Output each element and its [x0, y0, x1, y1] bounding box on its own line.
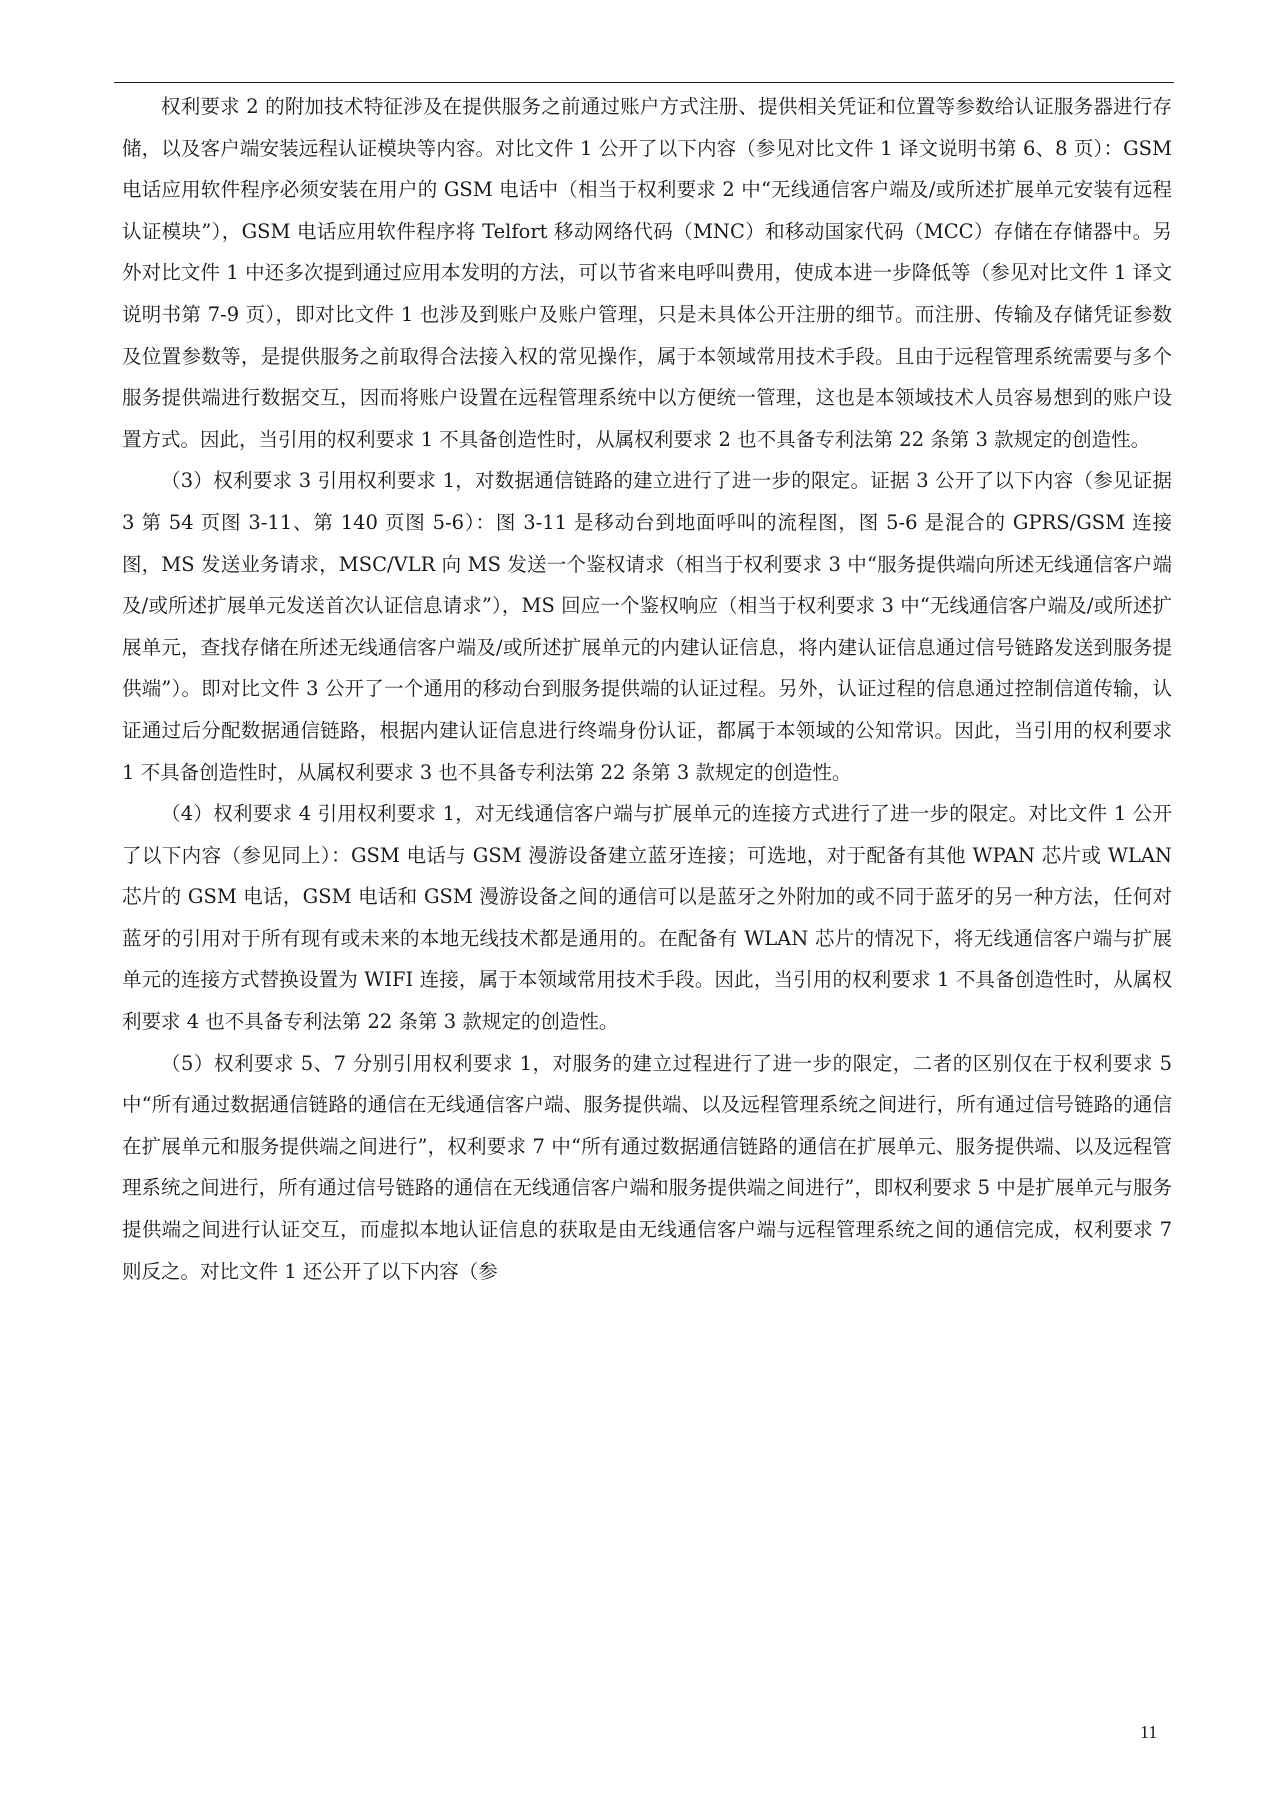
paragraph-claim-5-7: （5）权利要求 5、7 分别引用权利要求 1，对服务的建立过程进行了进一步的限定，二者的区别仅在于权利要求 5 中“所有通过数据通信链路的通信在无线通信客户端、服务提供端、以及远程管理系统之间进行，所有通过信号链路的通信在扩展单元和服务提供端之间进行”，权利要求 7 中“所有通过数据通信链路的通信在扩展单元、服务提供端、以及远程管理系统之间进行，所有通过信号链路的通信在无线通信客户端和服务提供端之间进行”，即权利要求 5 中是扩展单元与服务提供端之间进行认证交互，而虚拟本地认证信息的获取是由无线通信客户端与远程管理系统之间的通信完成，权利要求 7 则反之。对比文件 1 还公开了以下内容（参 — [122, 1051, 1172, 1283]
body-text — [122, 86, 1172, 1292]
header-rule — [114, 82, 1174, 83]
paragraph-claim-2: 权利要求 2 的附加技术特征涉及在提供服务之前通过账户方式注册、提供相关凭证和位置等参数给认证服务器进行存储，以及客户端安装远程认证模块等内容。对比文件 1 公开了以下内容（参见对比文件 1 译文说明书第 6、8 页）：GSM 电话应用软件程序必须安装在用户的 GSM 电话中（相当于权利要求 2 中“无线通信客户端及/或所述扩展单元安装有远程认证模块”），GSM 电话应用软件程序将 Telfort 移动网络代码（MNC）和移动国家代码（MCC）存储在存储器中。另外对比文件 1 中还多次提到通过应用本发明的方法，可以节省来电呼叫费用，使成本进一步降低等（参见对比文件 1 译文说明书第 7-9 页），即对比文件 1 也涉及到账户及账户管理，只是未具体公开注册的细节。而注册、传输及存储凭证参数及位置参数等，是提供服务之前取得合法接入权的常见操作，属于本领域常用技术手段。且由于远程管理系统需要与多个服务提供端进行数据交互，因而将账户设置在远程管理系统中以方便统一管理，这也是本领域技术人员容易想到的账户设置方式。因此，当引用的权利要求 1 不具备创造性时，从属权利要求 2 也不具备专利法第 22 条第 3 款规定的创造性。 — [122, 95, 1172, 451]
paragraph-claim-4: （4）权利要求 4 引用权利要求 1，对无线通信客户端与扩展单元的连接方式进行了进一步的限定。对比文件 1 公开了以下内容（参见同上）：GSM 电话与 GSM 漫游设备建立蓝牙连接；可选地，对于配备有其他 WPAN 芯片或 WLAN 芯片的 GSM 电话，GSM 电话和 GSM 漫游设备之间的通信可以是蓝牙之外附加的或不同于蓝牙的另一种方法，任何对蓝牙的引用对于所有现有或未来的本地无线技术都是通用的。在配备有 WLAN 芯片的情况下，将无线通信客户端与扩展单元的连接方式替换设置为 WIFI 连接，属于本领域常用技术手段。因此，当引用的权利要求 1 不具备创造性时，从属权利要求 4 也不具备专利法第 22 条第 3 款规定的创造性。 — [122, 802, 1172, 1034]
paragraph-claim-3: （3）权利要求 3 引用权利要求 1，对数据通信链路的建立进行了进一步的限定。证据 3 公开了以下内容（参见证据 3 第 54 页图 3-11、第 140 页图 5-6）：图 3-11 是移动台到地面呼叫的流程图，图 5-6 是混合的 GPRS/GSM 连接图，MS 发送业务请求，MSC/VLR 向 MS 发送一个鉴权请求（相当于权利要求 3 中“服务提供端向所述无线通信客户端及/或所述扩展单元发送首次认证信息请求”），MS 回应一个鉴权响应（相当于权利要求 3 中“无线通信客户端及/或所述扩展单元，查找存储在所述无线通信客户端及/或所述扩展单元的内建认证信息，将内建认证信息通过信号链路发送到服务提供端”）。即对比文件 3 公开了一个通用的移动台到服务提供端的认证过程。另外，认证过程的信息通过控制信道传输，认证通过后分配数据通信链路，根据内建认证信息进行终端身份认证，都属于本领域的公知常识。因此，当引用的权利要求 1 不具备创造性时，从属权利要求 3 也不具备专利法第 22 条第 3 款规定的创造性。 — [122, 469, 1172, 784]
page-number: 11 — [1140, 1722, 1158, 1742]
